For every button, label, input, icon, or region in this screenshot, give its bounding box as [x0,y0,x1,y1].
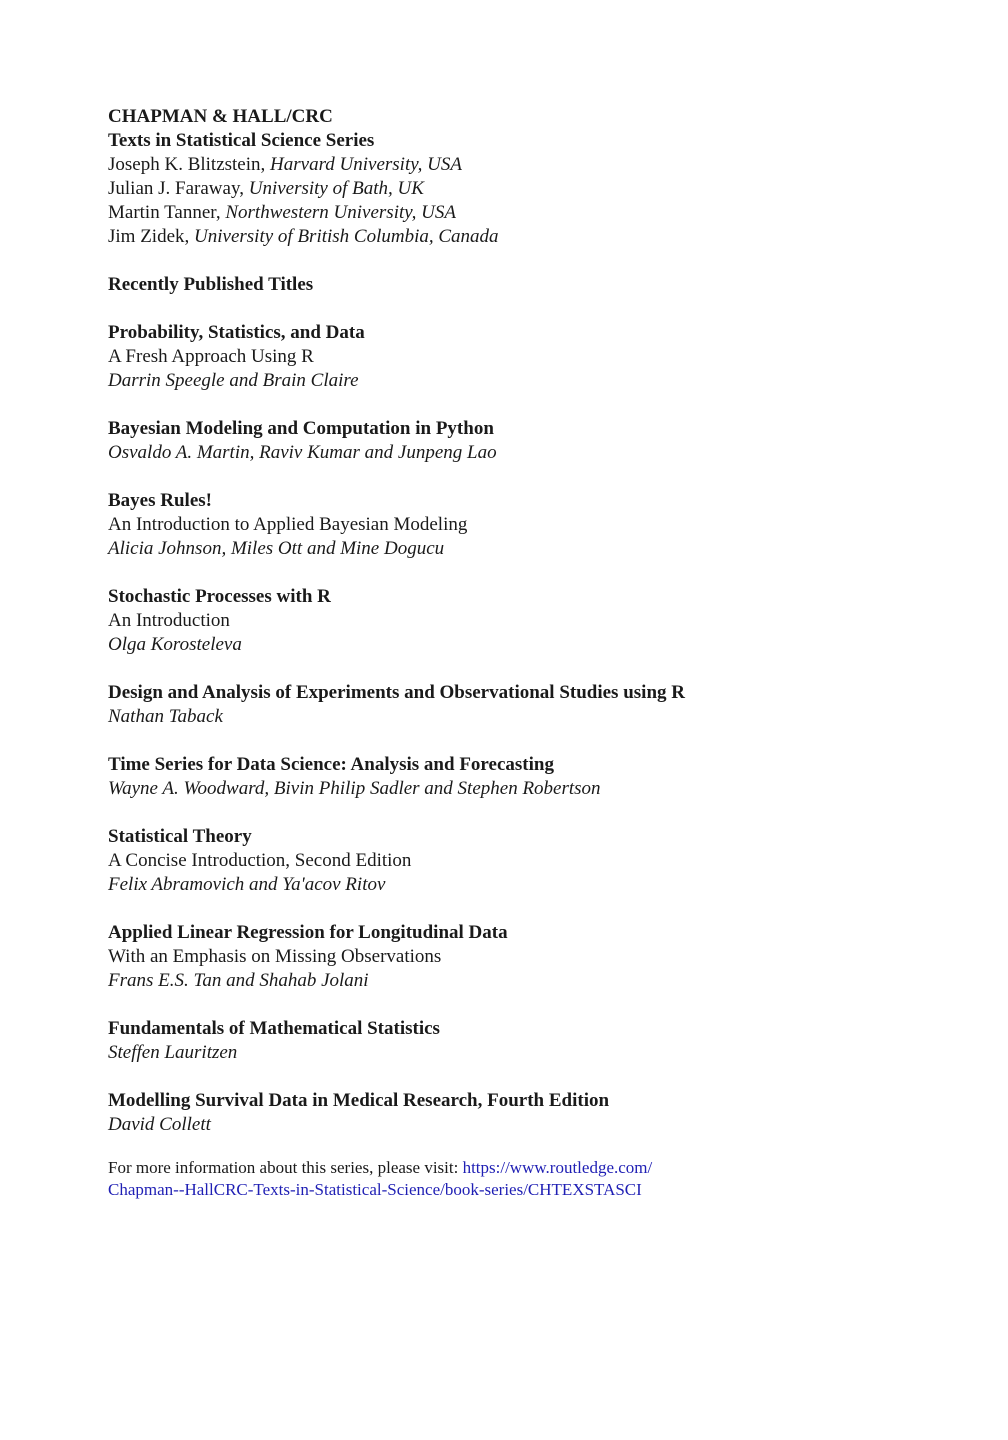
book-authors: Frans E.S. Tan and Shahab Jolani [108,970,369,991]
editor-affiliation: University of Bath, UK [248,178,424,199]
book-series-page [108,105,908,1201]
book-entry [108,681,908,729]
editor-affiliation: Harvard University, USA [270,154,462,175]
book-subtitle: An Introduction to Applied Bayesian Modeling [108,514,468,535]
book-authors: Nathan Taback [108,706,223,727]
book-entry [108,1089,908,1137]
book-authors: Felix Abramovich and Ya'acov Ritov [108,874,386,895]
book-title: Modelling Survival Data in Medical Research, Fourth Edition [108,1090,610,1111]
book-entry [108,753,908,801]
book-entry [108,921,908,993]
book-authors: David Collett [108,1114,211,1135]
editor-name: Julian J. Faraway, [108,178,244,199]
book-entry [108,585,908,657]
footer-line [108,1179,908,1201]
book-entry [108,321,908,393]
book-authors: Olga Korosteleva [108,634,242,655]
book-entry [108,489,908,561]
book-authors: Steffen Lauritzen [108,1042,238,1063]
book-authors: Wayne A. Woodward, Bivin Philip Sadler and Stephen Robertson [108,778,601,799]
editor-line [108,153,908,177]
book-entry [108,1017,908,1065]
book-authors: Alicia Johnson, Miles Ott and Mine Dogucu [108,538,445,559]
footer-line [108,1157,908,1179]
editor-name: Jim Zidek, [108,226,190,247]
editor-affiliation: University of British Columbia, Canada [194,226,499,247]
book-title: Statistical Theory [108,826,252,847]
editor-affiliation: Northwestern University, USA [225,202,456,223]
series-link-part1[interactable]: https://www.routledge.com/ [462,1158,653,1177]
series-name: Texts in Statistical Science Series [108,130,375,151]
book-title: Bayesian Modeling and Computation in Python [108,418,494,439]
book-title: Probability, Statistics, and Data [108,322,365,343]
book-entry [108,417,908,465]
book-title: Stochastic Processes with R [108,586,331,607]
publisher-name: CHAPMAN & HALL/CRC [108,106,333,127]
book-title: Applied Linear Regression for Longitudinal Data [108,922,508,943]
book-subtitle: A Fresh Approach Using R [108,346,314,367]
book-title: Fundamentals of Mathematical Statistics [108,1018,440,1039]
book-entry [108,825,908,897]
series-info-footer [108,1157,908,1201]
editor-name: Martin Tanner, [108,202,221,223]
book-title: Bayes Rules! [108,490,212,511]
book-subtitle: An Introduction [108,610,230,631]
book-authors: Osvaldo A. Martin, Raviv Kumar and Junpeng Lao [108,442,497,463]
footer-text: For more information about this series, please visit: [108,1158,463,1177]
editor-name: Joseph K. Blitzstein, [108,154,266,175]
series-link-part2[interactable]: Chapman--HallCRC-Texts-in-Statistical-Science/book-series/CHTEXSTASCI [108,1180,642,1199]
book-authors: Darrin Speegle and Brain Claire [108,370,359,391]
book-subtitle: A Concise Introduction, Second Edition [108,850,412,871]
book-title: Design and Analysis of Experiments and Observational Studies using R [108,682,685,703]
editor-line [108,201,908,225]
editor-line [108,225,908,249]
section-title: Recently Published Titles [108,274,314,295]
book-subtitle: With an Emphasis on Missing Observations [108,946,442,967]
editor-line [108,177,908,201]
book-title: Time Series for Data Science: Analysis and Forecasting [108,754,554,775]
